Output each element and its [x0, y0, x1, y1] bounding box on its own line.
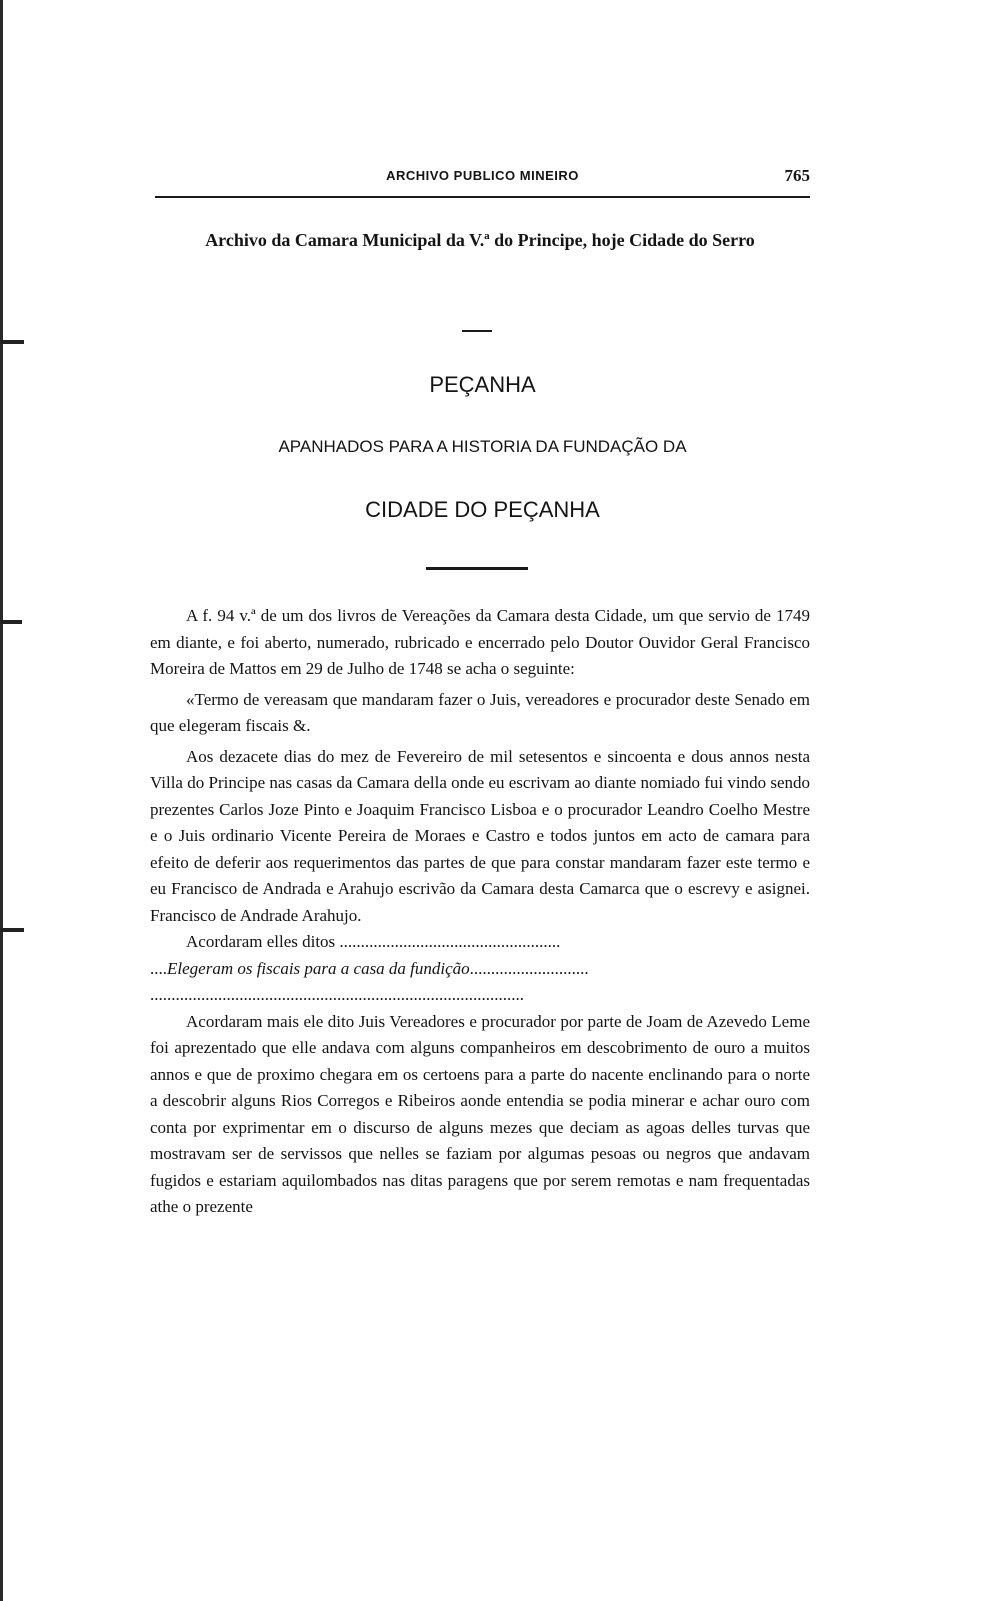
subtitle-line-1: APANHADOS PARA A HISTORIA DA FUNDAÇÃO DA: [278, 437, 687, 456]
running-header: [155, 168, 810, 190]
running-header-title: ARCHIVO PUBLICO MINEIRO: [386, 168, 579, 183]
section-rule: [426, 567, 528, 570]
main-title: PEÇANHA: [429, 372, 536, 397]
subtitle-line-2: CIDADE DO PEÇANHA: [365, 497, 600, 522]
page-number: 765: [784, 166, 810, 185]
paragraph-minutes: Aos dezacete dias do mez de Fevereiro de mil setesentos e sincoenta e dous annos nesta Villa do Principe nas casas da Camara della onde eu escrivam ao diante nomiado fui vindo sendo prezentes Carlos Joze Pinto e Joaquim Francisco Lisboa e o procurador Leandro Coelho Mestre e o Juis ordinario Vicente Pereira de Moraes e Castro e todos juntos em acto de camara para efeito de deferir aos requerimentos das partes de que para constar mandaram fazer este termo e eu Francisco de Andrada e Arahujo escrivão da Camara desta Camarca que o escrevy e asignei. Francisco de Andrade Arahujo.: [150, 746, 810, 925]
dotted-line-prefix: ....: [150, 958, 167, 978]
paragraph-closing: Acordaram mais ele dito Juis Vereadores e procurador por parte de Joam de Azevedo Leme foi aprezentado que elle andava com alguns companheiros em descobrimento de ouro a muitos annos e que de proximo chegara em os certoens para a parte do nacente enclinando para o norte a descobrir alguns Rios Corregos e Ribeiros aonde entendia se podia minerar e achar ouro com conta por exprimentar em o discurso de alguns mezes que deciam as agoas delles turvas que mostravam ser de servissos que nelles se faziam por algumas pesoas ou negros que andavam fugidos e estariam aquilombados nas ditas paragens que por serem remotas e nam frequentadas athe o prezente: [150, 1011, 810, 1216]
source-heading: Archivo da Camara Municipal da V.ª do Principe, hoje Cidade do Serro: [205, 230, 755, 250]
margin-mark: [0, 928, 24, 932]
margin-mark: [0, 620, 22, 624]
dotted-line-suffix: ............................: [469, 958, 589, 978]
margin-mark: [0, 340, 24, 344]
dotted-line-elegeram: [150, 956, 810, 983]
header-rule: [155, 196, 810, 198]
page-edge-shadow: [0, 0, 3, 1601]
body-text: [150, 603, 810, 1221]
dotted-line-italic-text: Elegeram os fiscais para a casa da fundição: [167, 958, 470, 978]
dotted-line-full: ........................................................................................: [150, 985, 524, 1004]
dotted-line-acordaram: Acordaram elles ditos ....................................................: [186, 932, 561, 951]
paragraph-termo: «Termo de vereasam que mandaram fazer o Juis, vereadores e procurador deste Senado em que elegeram fiscais &.: [150, 689, 810, 735]
paragraph-intro: A f. 94 v.ª de um dos livros de Vereações da Camara desta Cidade, um que servio de 1749 em diante, e foi aberto, numerado, rubricado e encerrado pelo Doutor Ouvidor Geral Francisco Moreira de Mattos em 29 de Julho de 1748 se acha o seguinte:: [150, 606, 810, 678]
section-dash: [462, 330, 492, 332]
